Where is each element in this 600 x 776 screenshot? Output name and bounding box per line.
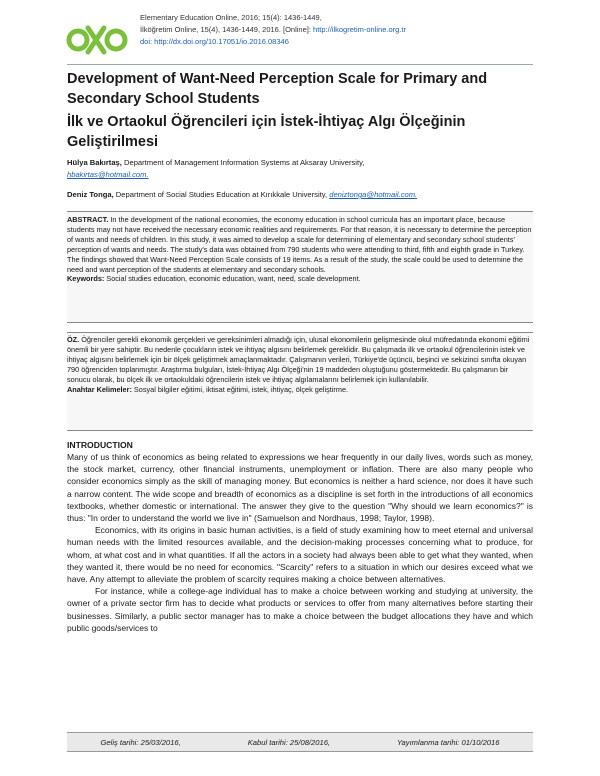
keywords-label: Keywords: [67,274,105,284]
author-2-email[interactable]: deniztonga@hotmail.com. [329,190,418,199]
abstract-text: In the development of the national economies, the economy education in school curricula has an important place, because students may not have received the necessary economic realities and requirements. For that reason, it is necessary to determine the perception of wants and needs of children. In this study, it was aimed to develop a scale for determining of elementary and secondary school students' perception of wants and needs. The study's data was obtained from 790 students who were attending to third, fifth and eighth grade in Turkey. The findings showed that Want-Need Perception Scale consists of 19 items. As a result of the study, the scale could be used to determine the need and want perception of the students at elementary and secondary schools. [67,215,532,274]
header-line-2 [140,24,560,36]
journal-link[interactable]: http://ilkogretim-online.org.tr [313,25,406,34]
header-line-1: Elementary Education Online, 2016; 15(4): 1436-1449, [140,13,322,22]
intro-paragraph-1: Many of us think of economics as being related to expressions we hear frequently in our daily lives, words such as money, the stock market, currency, other financial instruments, unemployment or inflation. There are also many people who consider economics simply as the skill of managing money. But economics is neither a hard science, nor does it have such a narrow content. The wide scope and breadth of economics as a discipline is set forth in the introductions of all economics textbooks, whether domestic or international. The answer they give to the question "Why should we learn economics?" is thus: "In order to understand the world we live in" (Samuelson and Nordhaus, 1998; Taylor, 1998). [67,452,533,524]
intro-paragraph-2: Economics, with its origins in basic human activities, is a field of study examining how to meet eternal and universal human needs with the limited resources available, and the decision-making processes concerning what to produce, for whom, at what cost and in what quantities. If all the actors in a society had always been able to get what they wanted, when they wanted it, there would be no need for economics. "Scarcity" refers to a situation in which our desires exceed what we have. Any attempt to alleviate the problem of scarcity requires making a choice between alternatives. [67,525,533,585]
title-turkish: İlk ve Ortaokul Öğrencileri için İstek-İhtiyaç Algı Ölçeğinin Geliştirilmesi [67,114,466,150]
keywords-text: Social studies education, economic education, want, need, scale development. [104,274,361,284]
oz-label: ÖZ. [67,335,80,344]
published-date: Yayımlanma tarihi: 01/10/2016 [397,737,500,747]
footer-dates [67,732,533,752]
header-doi [140,36,560,48]
header-divider [67,64,533,65]
journal-logo-icon [64,20,130,60]
doi-link[interactable]: doi: http://dx.doi.org/10.17051/io.2016.08346 [140,37,289,46]
anahtar-kelimeler-text: Sosyal bilgiler eğitimi, iktisat eğitimi, istek, ihtiyaç, ölçek geliştirme. [131,384,349,394]
abstract-label: ABSTRACT. [67,215,109,224]
author-2-affiliation: Department of Social Studies Education at Kırıkkale University, [113,190,330,199]
received-date: Geliş tarihi: 25/03/2016, [100,737,181,747]
abstract [67,215,533,284]
journal-header [140,12,560,48]
author-1 [67,157,533,181]
author-1-name: Hülya Bakırtaş, [67,158,122,167]
accepted-date: Kabul tarihi: 25/08/2016, [247,737,331,747]
author-2 [67,189,533,201]
anahtar-kelimeler-label: Anahtar Kelimeler: [67,384,132,394]
introduction-heading: INTRODUCTION [67,440,133,450]
author-1-affiliation: Department of Management Information Systems at Aksaray University, [121,158,365,167]
introduction-body [67,451,533,634]
oz [67,335,533,394]
intro-paragraph-3: For instance, while a college-age individual has to make a choice between working and studying at university, the owner of a private sector firm has to decide what products or services to offer from many alternatives before starting their businesses. Similarly, a public sector manager has to make a choice between the budget allocations they have and which public goods/services to [67,586,533,633]
header-line-2-prefix: İlköğretim Online, 15(4), 1436-1449, 2016. [Online]: [140,25,314,34]
author-1-email[interactable]: hbakirtas@hotmail.com. [67,170,149,179]
title-english: Development of Want-Need Perception Scale for Primary and Secondary School Students [67,71,488,107]
oz-text: Öğrenciler gerekli ekonomik gerçekleri ve gereksinimleri almadığı için, ulusal ekonomilerin gelişmesinde okul müfredatında ekonomi eğitimi önemli bir yere sahiptir. Bu nedenle çocukların istek ve ihtiyaç algısını belirlemek gereklidir. Bu çalışmada ilk ve ortaokul öğrencilerinin istek ve ihtiyaç algısını belirlemek için bir ölçek geliştirmek amaçlanmaktadır. Çalışmanın verileri, Türkiye'de üçüncü, beşinci ve sekizinci sınıfta okuyan 790 öğrenciden toplanmıştır. Araştırma bulguları, İstek-İhtiyaç Algı Ölçeği'nin 19 maddeden oluştuğunu göstermektedir. Bu çalışmanın bir sonucu olarak, bu ölçek ilk ve ortaokuldaki öğrencilerin istek ve ihtiyaç algılamalarını belirlemek için kullanılabilir. [67,335,530,384]
author-2-name: Deniz Tonga, [67,190,114,199]
